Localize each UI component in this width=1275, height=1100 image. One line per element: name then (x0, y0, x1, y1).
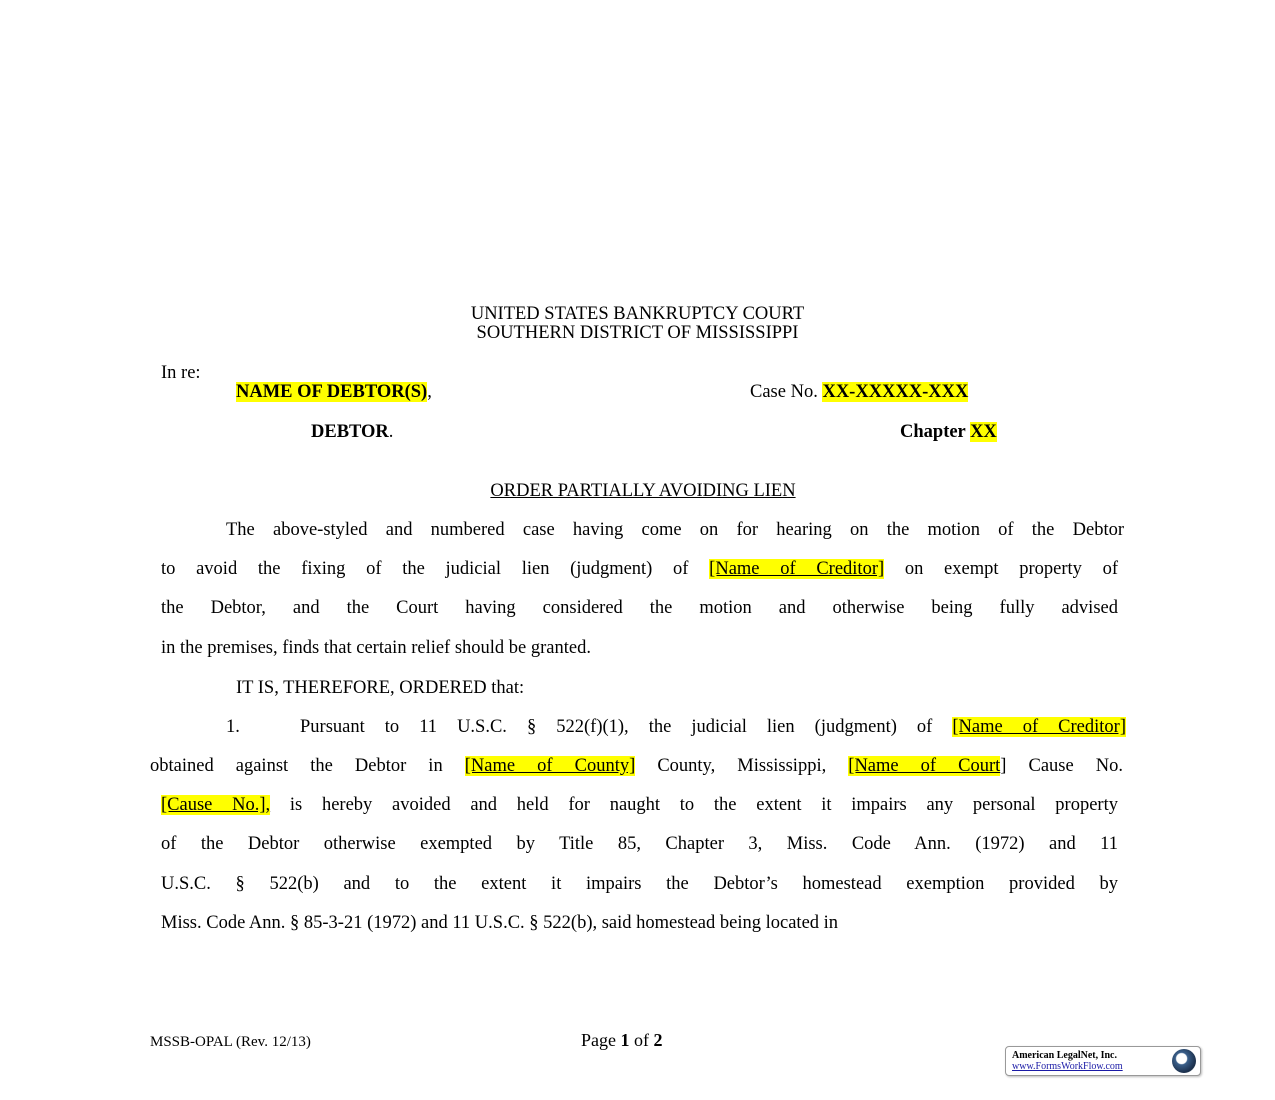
creditor-name-field[interactable]: [Name of Creditor] (709, 559, 885, 579)
ordered-line: IT IS, THEREFORE, ORDERED that: (236, 678, 525, 698)
period: . (388, 422, 394, 442)
body-line: Miss. Code Ann. § 85-3-21 (1972) and 11 U.S.C. § 522(b), said homestead being located in (161, 913, 839, 933)
logo-name: American LegalNet, Inc. (1012, 1050, 1117, 1061)
page-number: 1 (620, 1030, 630, 1050)
in-re-label: In re: (161, 363, 201, 383)
text: is hereby avoided and held for naught to the extent it impairs any personal property (270, 795, 1118, 815)
chapter-line (900, 421, 997, 443)
debtor-label: DEBTOR (311, 422, 389, 442)
text: to avoid the fixing of the judicial lien (judgment) of (161, 559, 710, 579)
form-id: MSSB-OPAL (Rev. 12/13) (150, 1034, 311, 1050)
body-line: in the premises, finds that certain relief should be granted. (161, 638, 591, 658)
logo-url-link[interactable]: www.FormsWorkFlow.com (1012, 1061, 1123, 1072)
debtor-name-line (236, 381, 432, 403)
cause-number-field[interactable]: [Cause No.], (161, 795, 271, 815)
comma: , (427, 382, 432, 402)
page-label: Page (581, 1030, 621, 1050)
chapter-label: Chapter (900, 422, 971, 442)
page-count: 2 (653, 1030, 663, 1050)
court-district: SOUTHERN DISTRICT OF MISSISSIPPI (476, 323, 799, 343)
body-line (161, 558, 1118, 580)
item-number: 1. (226, 717, 240, 737)
text: obtained against the Debtor in (150, 756, 465, 776)
body-line: of the Debtor otherwise exempted by Title 85, Chapter 3, Miss. Code Ann. (1972) and 11 (161, 834, 1118, 854)
body-line (300, 716, 1126, 738)
body-line: The above-styled and numbered case having come on for hearing on the motion of the Debtor (226, 520, 1124, 540)
body-line: U.S.C. § 522(b) and to the extent it impairs the Debtor’s homestead exemption provided by (161, 874, 1118, 894)
court-name-field[interactable]: [Name of Court (848, 756, 1001, 776)
body-line: the Debtor, and the Court having considered the motion and otherwise being fully advised (161, 598, 1118, 618)
globe-icon (1172, 1049, 1196, 1073)
debtor-label-line (311, 421, 393, 443)
case-number-line (750, 381, 968, 403)
chapter-field[interactable]: XX (970, 422, 997, 442)
page-indicator (581, 1029, 663, 1051)
text: County, Mississippi, (635, 756, 849, 776)
body-line (150, 755, 1123, 777)
court-name: UNITED STATES BANKRUPTCY COURT (470, 304, 805, 324)
case-number-field[interactable]: XX-XXXXX-XXX (822, 382, 969, 402)
american-legalnet-logo[interactable] (1005, 1046, 1201, 1076)
text: on exempt property of (884, 559, 1118, 579)
creditor-name-field-2[interactable]: [Name of Creditor] (952, 717, 1126, 737)
order-title: ORDER PARTIALLY AVOIDING LIEN (490, 481, 796, 501)
of-label: of (629, 1030, 654, 1050)
text: ] Cause No. (1000, 756, 1124, 776)
debtor-name-field[interactable]: NAME OF DEBTOR(S) (236, 382, 428, 402)
county-name-field[interactable]: [Name of County] (464, 756, 636, 776)
body-line (161, 794, 1118, 816)
text: Pursuant to 11 U.S.C. § 522(f)(1), the judicial lien (judgment) of (300, 717, 953, 737)
case-label: Case No. (750, 382, 823, 402)
